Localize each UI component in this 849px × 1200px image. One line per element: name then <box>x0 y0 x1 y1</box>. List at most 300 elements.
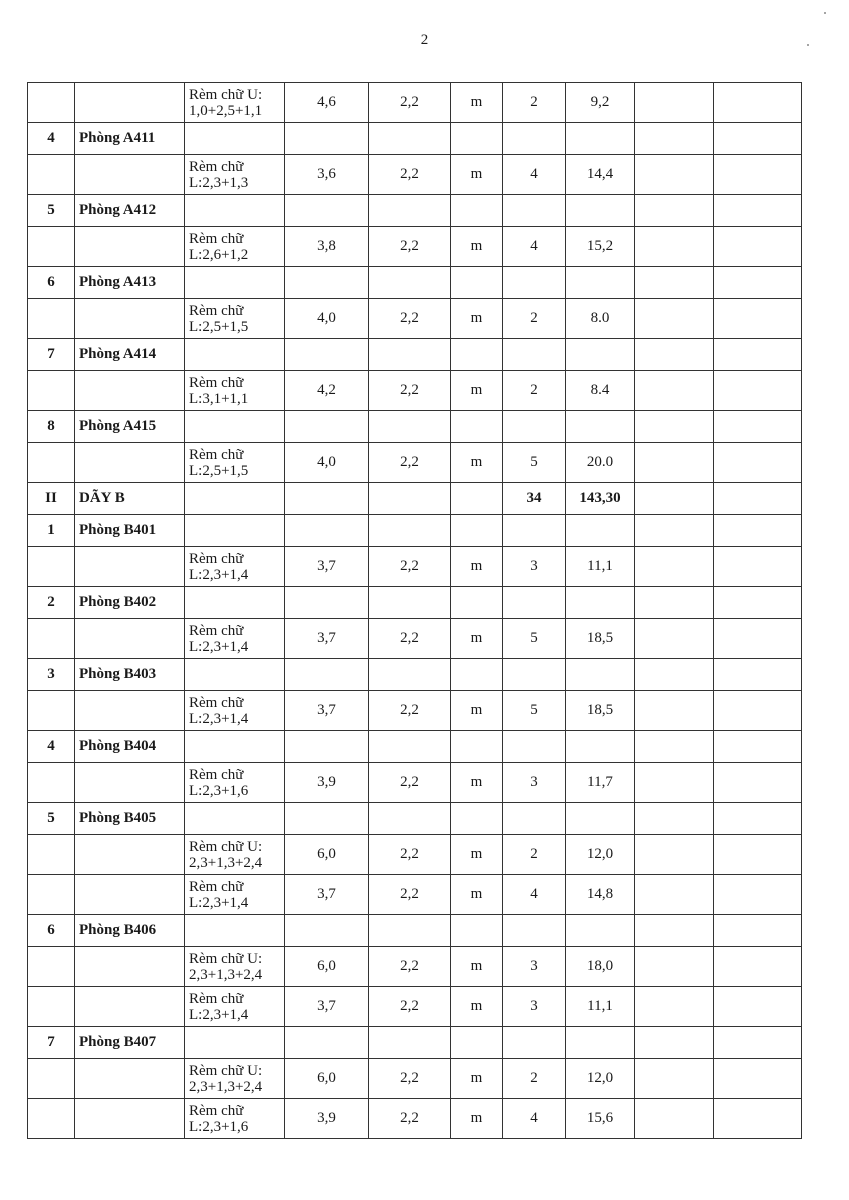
cell-name <box>75 947 185 987</box>
description-line-2: L:2,3+1,6 <box>189 782 249 799</box>
description-line-1: Rèm chữ <box>189 446 244 463</box>
cell-total <box>566 339 635 371</box>
cell-total: 14,8 <box>566 875 635 915</box>
cell-length: 3,7 <box>285 875 369 915</box>
cell-index <box>28 227 75 267</box>
cell-description <box>185 547 285 587</box>
cell-description <box>185 443 285 483</box>
cell-note-1 <box>635 619 714 659</box>
cell-note-1 <box>635 763 714 803</box>
cell-name: Phòng B406 <box>75 915 185 947</box>
cell-note-2 <box>714 155 802 195</box>
table-row-item <box>28 875 802 915</box>
cell-name <box>75 619 185 659</box>
cell-note-2 <box>714 731 802 763</box>
cell-length <box>285 803 369 835</box>
table-row-item <box>28 227 802 267</box>
cell-description <box>185 947 285 987</box>
cell-index <box>28 155 75 195</box>
cell-unit: m <box>451 299 503 339</box>
cell-name <box>75 299 185 339</box>
cell-total <box>566 915 635 947</box>
cell-note-2 <box>714 587 802 619</box>
cell-description <box>185 691 285 731</box>
cell-index <box>28 1059 75 1099</box>
description-line-2: L:2,3+1,3 <box>189 174 249 191</box>
cell-height: 2,2 <box>369 1059 451 1099</box>
cell-quantity: 3 <box>503 763 566 803</box>
cell-quantity: 3 <box>503 547 566 587</box>
cell-total: 143,30 <box>566 483 635 515</box>
description-line-1: Rèm chữ <box>189 158 244 175</box>
description-line-1: Rèm chữ <box>189 374 244 391</box>
cell-note-1 <box>635 987 714 1027</box>
cell-height: 2,2 <box>369 763 451 803</box>
cell-unit: m <box>451 83 503 123</box>
cell-index <box>28 987 75 1027</box>
cell-description <box>185 155 285 195</box>
cell-note-1 <box>635 515 714 547</box>
table-row-room <box>28 515 802 547</box>
cell-height: 2,2 <box>369 875 451 915</box>
table-row-item <box>28 443 802 483</box>
cell-length <box>285 659 369 691</box>
description-line-2: L:2,5+1,5 <box>189 318 249 335</box>
cell-height: 2,2 <box>369 443 451 483</box>
cell-unit: m <box>451 763 503 803</box>
cell-quantity <box>503 267 566 299</box>
cell-height <box>369 339 451 371</box>
cell-index <box>28 835 75 875</box>
cell-description <box>185 195 285 227</box>
description-line-1: Rèm chữ <box>189 550 244 567</box>
cell-index: 4 <box>28 123 75 155</box>
cell-description <box>185 1059 285 1099</box>
cell-height: 2,2 <box>369 619 451 659</box>
cell-quantity: 2 <box>503 371 566 411</box>
cell-quantity <box>503 1027 566 1059</box>
table-row-item <box>28 835 802 875</box>
cell-note-2 <box>714 947 802 987</box>
cell-total: 20.0 <box>566 443 635 483</box>
description-line-1: Rèm chữ <box>189 990 244 1007</box>
cell-name: Phòng B407 <box>75 1027 185 1059</box>
cell-name: Phòng B404 <box>75 731 185 763</box>
cell-note-2 <box>714 267 802 299</box>
cell-description <box>185 483 285 515</box>
table-row-room <box>28 915 802 947</box>
description-line-2: L:2,5+1,5 <box>189 462 249 479</box>
cell-name: Phòng B405 <box>75 803 185 835</box>
table-row-room <box>28 411 802 443</box>
table-row-item <box>28 83 802 123</box>
cell-total: 12,0 <box>566 1059 635 1099</box>
cell-height: 2,2 <box>369 835 451 875</box>
cell-note-2 <box>714 515 802 547</box>
cell-quantity: 3 <box>503 987 566 1027</box>
cell-description <box>185 515 285 547</box>
cell-total <box>566 587 635 619</box>
cell-index: 6 <box>28 267 75 299</box>
cell-unit <box>451 659 503 691</box>
cell-length: 3,9 <box>285 763 369 803</box>
description-line-2: L:2,3+1,4 <box>189 710 249 727</box>
cell-unit: m <box>451 947 503 987</box>
cell-name: Phòng A411 <box>75 123 185 155</box>
cell-description <box>185 1099 285 1139</box>
cell-description <box>185 659 285 691</box>
cell-index <box>28 691 75 731</box>
table-row-item <box>28 1099 802 1139</box>
cell-unit <box>451 267 503 299</box>
cell-total: 9,2 <box>566 83 635 123</box>
cell-quantity: 2 <box>503 83 566 123</box>
cell-index <box>28 763 75 803</box>
description-line-2: L:2,3+1,6 <box>189 1118 249 1135</box>
cell-name <box>75 227 185 267</box>
cell-index: 7 <box>28 1027 75 1059</box>
cell-unit <box>451 803 503 835</box>
cell-note-1 <box>635 659 714 691</box>
cell-note-2 <box>714 987 802 1027</box>
cell-note-2 <box>714 195 802 227</box>
cell-length: 6,0 <box>285 947 369 987</box>
cell-description <box>185 339 285 371</box>
description-line-1: Rèm chữ U: <box>189 950 263 967</box>
cell-length <box>285 515 369 547</box>
cell-quantity: 4 <box>503 875 566 915</box>
cell-total: 15,6 <box>566 1099 635 1139</box>
cell-index: 5 <box>28 803 75 835</box>
cell-name: Phòng A413 <box>75 267 185 299</box>
cell-height <box>369 515 451 547</box>
cell-unit: m <box>451 547 503 587</box>
cell-height: 2,2 <box>369 299 451 339</box>
cell-note-1 <box>635 83 714 123</box>
cell-total: 8.4 <box>566 371 635 411</box>
cell-height: 2,2 <box>369 227 451 267</box>
cell-unit: m <box>451 1059 503 1099</box>
cell-total: 11,1 <box>566 547 635 587</box>
cell-total: 18,0 <box>566 947 635 987</box>
cell-name <box>75 1099 185 1139</box>
table-row-item <box>28 619 802 659</box>
cell-unit <box>451 915 503 947</box>
cell-note-1 <box>635 875 714 915</box>
table-row-room <box>28 123 802 155</box>
cell-height: 2,2 <box>369 947 451 987</box>
cell-name: Phòng B402 <box>75 587 185 619</box>
cell-height <box>369 411 451 443</box>
cell-unit: m <box>451 835 503 875</box>
cell-unit <box>451 483 503 515</box>
description-line-1: Rèm chữ U: <box>189 86 263 103</box>
cell-length: 3,6 <box>285 155 369 195</box>
table-row-item <box>28 947 802 987</box>
cell-length: 6,0 <box>285 1059 369 1099</box>
cell-name <box>75 371 185 411</box>
cell-description <box>185 875 285 915</box>
cell-height <box>369 731 451 763</box>
cell-unit <box>451 123 503 155</box>
description-line-1: Rèm chữ U: <box>189 1062 263 1079</box>
cell-length: 3,7 <box>285 691 369 731</box>
cell-quantity <box>503 411 566 443</box>
cell-total <box>566 731 635 763</box>
cell-height: 2,2 <box>369 1099 451 1139</box>
cell-index <box>28 619 75 659</box>
cell-note-1 <box>635 1099 714 1139</box>
cell-index: 1 <box>28 515 75 547</box>
cell-note-2 <box>714 1059 802 1099</box>
table-row-section <box>28 483 802 515</box>
cell-length: 3,9 <box>285 1099 369 1139</box>
cell-total: 11,1 <box>566 987 635 1027</box>
cell-note-2 <box>714 659 802 691</box>
cell-note-1 <box>635 227 714 267</box>
cell-name <box>75 987 185 1027</box>
cell-total: 18,5 <box>566 691 635 731</box>
cell-length: 3,8 <box>285 227 369 267</box>
table-row-room <box>28 1027 802 1059</box>
cell-index <box>28 299 75 339</box>
cell-note-1 <box>635 483 714 515</box>
table-row-item <box>28 547 802 587</box>
cell-index <box>28 371 75 411</box>
cell-name: Phòng B401 <box>75 515 185 547</box>
table-row-room <box>28 659 802 691</box>
table-row-room <box>28 587 802 619</box>
cell-height: 2,2 <box>369 691 451 731</box>
curtain-quantity-table <box>27 82 802 1139</box>
cell-quantity <box>503 731 566 763</box>
cell-description <box>185 763 285 803</box>
cell-index <box>28 83 75 123</box>
cell-unit: m <box>451 227 503 267</box>
cell-quantity: 4 <box>503 155 566 195</box>
cell-unit: m <box>451 371 503 411</box>
cell-description <box>185 299 285 339</box>
cell-description <box>185 1027 285 1059</box>
cell-index: II <box>28 483 75 515</box>
cell-index: 2 <box>28 587 75 619</box>
cell-name: Phòng A414 <box>75 339 185 371</box>
description-line-2: L:2,6+1,2 <box>189 246 249 263</box>
cell-description <box>185 123 285 155</box>
table-row-item <box>28 691 802 731</box>
cell-description <box>185 267 285 299</box>
cell-name <box>75 1059 185 1099</box>
cell-height <box>369 483 451 515</box>
cell-length <box>285 339 369 371</box>
cell-note-1 <box>635 547 714 587</box>
cell-height: 2,2 <box>369 547 451 587</box>
cell-quantity: 5 <box>503 691 566 731</box>
cell-description <box>185 587 285 619</box>
cell-unit: m <box>451 1099 503 1139</box>
cell-quantity <box>503 587 566 619</box>
cell-note-2 <box>714 835 802 875</box>
cell-total <box>566 1027 635 1059</box>
cell-height: 2,2 <box>369 83 451 123</box>
cell-unit: m <box>451 443 503 483</box>
cell-index <box>28 443 75 483</box>
cell-note-2 <box>714 547 802 587</box>
cell-unit <box>451 1027 503 1059</box>
cell-note-1 <box>635 155 714 195</box>
table-row-room <box>28 339 802 371</box>
description-line-1: Rèm chữ <box>189 878 244 895</box>
cell-name <box>75 763 185 803</box>
scan-speck <box>824 12 826 14</box>
cell-note-2 <box>714 619 802 659</box>
scan-speck <box>807 44 809 46</box>
cell-quantity <box>503 803 566 835</box>
page-number: 2 <box>420 32 429 48</box>
description-line-2: 2,3+1,3+2,4 <box>189 1078 263 1095</box>
cell-total: 8.0 <box>566 299 635 339</box>
cell-note-2 <box>714 443 802 483</box>
cell-note-1 <box>635 691 714 731</box>
table-row-room <box>28 195 802 227</box>
table-body <box>28 83 802 1139</box>
cell-description <box>185 835 285 875</box>
cell-quantity: 2 <box>503 1059 566 1099</box>
cell-unit: m <box>451 987 503 1027</box>
cell-note-2 <box>714 763 802 803</box>
cell-name <box>75 691 185 731</box>
description-line-2: L:3,1+1,1 <box>189 390 249 407</box>
cell-name: Phòng A412 <box>75 195 185 227</box>
cell-quantity: 5 <box>503 443 566 483</box>
cell-quantity: 3 <box>503 947 566 987</box>
cell-note-2 <box>714 915 802 947</box>
cell-length: 3,7 <box>285 547 369 587</box>
cell-note-2 <box>714 691 802 731</box>
cell-name: Phòng B403 <box>75 659 185 691</box>
cell-name <box>75 83 185 123</box>
cell-name <box>75 875 185 915</box>
cell-description <box>185 987 285 1027</box>
cell-height <box>369 587 451 619</box>
cell-length <box>285 731 369 763</box>
cell-index <box>28 947 75 987</box>
cell-name: DÃY B <box>75 483 185 515</box>
cell-description <box>185 411 285 443</box>
cell-quantity: 34 <box>503 483 566 515</box>
cell-height <box>369 803 451 835</box>
cell-total <box>566 515 635 547</box>
cell-note-2 <box>714 371 802 411</box>
table-row-item <box>28 763 802 803</box>
description-line-2: 2,3+1,3+2,4 <box>189 854 263 871</box>
cell-description <box>185 803 285 835</box>
cell-note-1 <box>635 195 714 227</box>
cell-height: 2,2 <box>369 987 451 1027</box>
description-line-1: Rèm chữ <box>189 622 244 639</box>
cell-note-1 <box>635 339 714 371</box>
cell-length <box>285 1027 369 1059</box>
cell-length: 4,6 <box>285 83 369 123</box>
description-line-2: L:2,3+1,4 <box>189 566 249 583</box>
cell-quantity <box>503 915 566 947</box>
cell-index <box>28 875 75 915</box>
description-line-1: Rèm chữ U: <box>189 838 263 855</box>
description-line-2: 1,0+2,5+1,1 <box>189 102 263 119</box>
cell-total <box>566 659 635 691</box>
cell-description <box>185 915 285 947</box>
cell-unit <box>451 731 503 763</box>
cell-name: Phòng A415 <box>75 411 185 443</box>
cell-height <box>369 267 451 299</box>
cell-length <box>285 123 369 155</box>
cell-description <box>185 227 285 267</box>
cell-note-1 <box>635 1027 714 1059</box>
cell-note-1 <box>635 1059 714 1099</box>
cell-unit: m <box>451 155 503 195</box>
cell-note-2 <box>714 123 802 155</box>
description-line-1: Rèm chữ <box>189 230 244 247</box>
cell-index: 6 <box>28 915 75 947</box>
cell-note-1 <box>635 731 714 763</box>
cell-description <box>185 371 285 411</box>
description-line-2: 2,3+1,3+2,4 <box>189 966 263 983</box>
cell-quantity <box>503 123 566 155</box>
cell-unit <box>451 195 503 227</box>
cell-length: 4,2 <box>285 371 369 411</box>
table-row-item <box>28 1059 802 1099</box>
cell-note-1 <box>635 835 714 875</box>
cell-note-1 <box>635 371 714 411</box>
table-row-item <box>28 987 802 1027</box>
cell-height: 2,2 <box>369 155 451 195</box>
cell-length <box>285 267 369 299</box>
description-line-2: L:2,3+1,4 <box>189 1006 249 1023</box>
cell-unit: m <box>451 691 503 731</box>
cell-index: 3 <box>28 659 75 691</box>
cell-length: 3,7 <box>285 619 369 659</box>
table-row-item <box>28 299 802 339</box>
cell-description <box>185 731 285 763</box>
cell-note-1 <box>635 947 714 987</box>
cell-note-1 <box>635 443 714 483</box>
cell-total: 18,5 <box>566 619 635 659</box>
cell-note-2 <box>714 339 802 371</box>
cell-index: 5 <box>28 195 75 227</box>
cell-length: 4,0 <box>285 443 369 483</box>
cell-note-2 <box>714 1099 802 1139</box>
cell-quantity: 5 <box>503 619 566 659</box>
table-row-item <box>28 155 802 195</box>
cell-length <box>285 411 369 443</box>
description-line-1: Rèm chữ <box>189 766 244 783</box>
table-row-item <box>28 371 802 411</box>
cell-length: 6,0 <box>285 835 369 875</box>
cell-note-1 <box>635 587 714 619</box>
cell-quantity <box>503 339 566 371</box>
cell-note-1 <box>635 411 714 443</box>
cell-name <box>75 835 185 875</box>
description-line-2: L:2,3+1,4 <box>189 638 249 655</box>
cell-note-2 <box>714 299 802 339</box>
cell-note-2 <box>714 875 802 915</box>
cell-total <box>566 123 635 155</box>
cell-quantity <box>503 659 566 691</box>
cell-total <box>566 411 635 443</box>
cell-note-1 <box>635 267 714 299</box>
cell-note-2 <box>714 1027 802 1059</box>
cell-index: 4 <box>28 731 75 763</box>
